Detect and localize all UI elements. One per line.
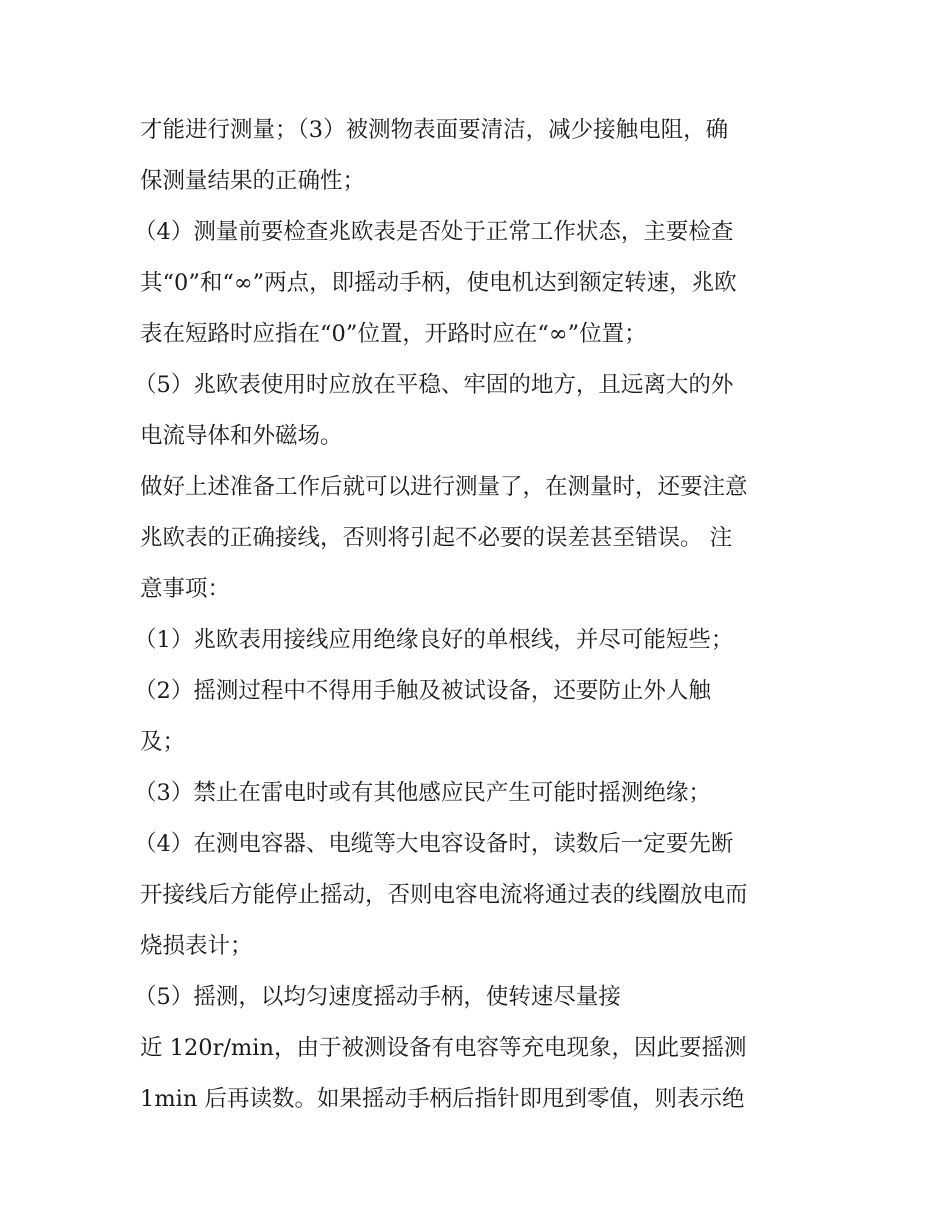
text-line: 开接线后方能停止摇动，否则电容电流将通过表的线圈放电而 <box>140 882 748 908</box>
text-line: 表在短路时应指在“0”位置，开路时应在“∞”位置； <box>140 321 647 347</box>
text-line: 近 120r/min，由于被测设备有电容等充电现象，因此要摇测 <box>140 1035 747 1061</box>
text-line: （5）兆欧表使用时应放在平稳、牢固的地方，且远离大的外 <box>134 372 734 398</box>
text-line: 保测量结果的正确性； <box>140 168 366 194</box>
text-line: 及； <box>140 729 186 755</box>
text-line: （2）摇测过程中不得用手触及被试设备，还要防止外人触 <box>134 678 711 704</box>
text-line: （1）兆欧表用接线应用绝缘良好的单根线，并尽可能短些； <box>134 627 734 653</box>
document-body-text <box>134 105 830 1125</box>
text-line: （3）禁止在雷电时或有其他感应民产生可能时摇测绝缘； <box>134 780 711 806</box>
text-line: （5）摇测，以均匀速度摇动手柄，使转速尽量接 <box>134 984 621 1010</box>
text-line: 电流导体和外磁场。 <box>140 423 343 449</box>
text-line: 其“0”和“∞”两点，即摇动手柄，使电机达到额定转速，兆欧 <box>140 270 737 296</box>
text-line: 意事项： <box>140 576 231 602</box>
text-line: 兆欧表的正确接线，否则将引起不必要的误差甚至错误。 注 <box>140 525 733 551</box>
text-line: 才能进行测量；（3）被测物表面要清洁，减少接触电阻，确 <box>140 117 729 143</box>
text-line: 烧损表计； <box>140 933 253 959</box>
text-line: （4）在测电容器、电缆等大电容设备时，读数后一定要先断 <box>134 831 734 857</box>
text-line: （4）测量前要检查兆欧表是否处于正常工作状态，主要检查 <box>134 219 734 245</box>
text-line: 做好上述准备工作后就可以进行测量了，在测量时，还要注意 <box>140 474 748 500</box>
text-line: 1min 后再读数。如果摇动手柄后指针即甩到零值，则表示绝 <box>140 1086 745 1112</box>
